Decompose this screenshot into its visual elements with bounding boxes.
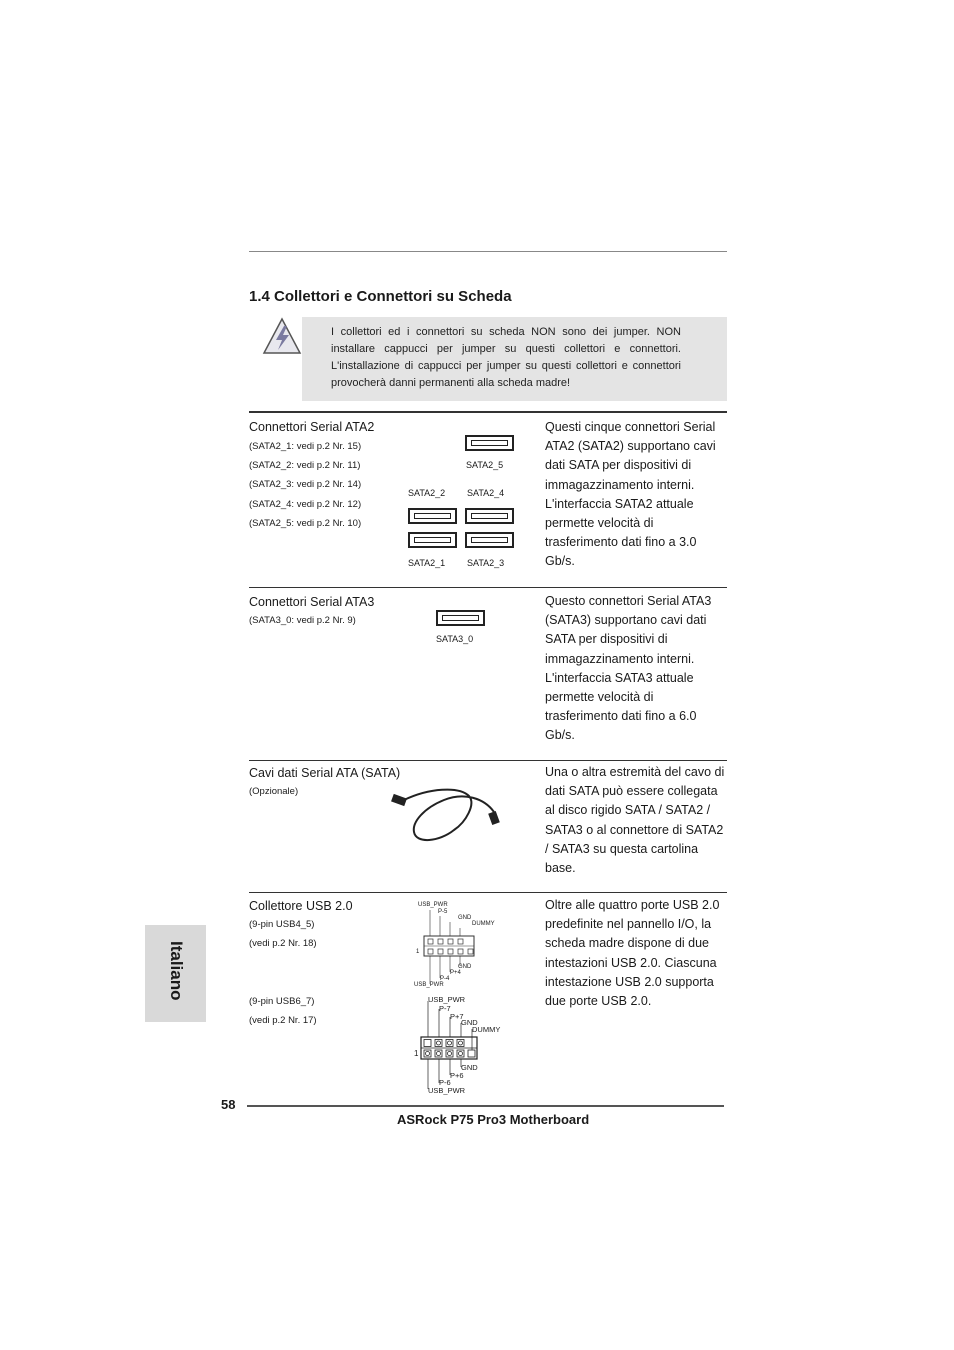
sata2-5-connector	[465, 435, 514, 451]
usb-a-pin-label: P+4	[450, 970, 461, 976]
sata2-5-label: SATA2_5	[466, 460, 504, 470]
sata2-2-connector	[408, 508, 457, 524]
usb6-7-header-diagram	[414, 995, 504, 1097]
usb-b-pin-label: DUMMY	[472, 1025, 501, 1034]
cable-title: Cavi dati Serial ATA (SATA)	[249, 766, 401, 780]
sata3-0-label: SATA3_0	[436, 634, 474, 644]
cable-description: Una o altra estremità del cavo di dati SATA può essere collegata al disco rigido SATA / SATA2 / SATA3 o al connettore di SATA2 / SATA3 su questa cartolina base.	[545, 765, 725, 876]
usb-title: Collettore USB 2.0	[249, 899, 353, 913]
usb-a-pin-label: P-4	[440, 976, 450, 982]
sata2-ref: (SATA2_2: vedi p.2 Nr. 11)	[249, 460, 361, 472]
sata2-3-connector	[465, 532, 514, 548]
usb-ref: (9-pin USB4_5)	[249, 919, 315, 930]
usb-b-pin-label: GND	[461, 1018, 478, 1027]
sata2-title: Connettori Serial ATA2	[249, 420, 375, 434]
sata2-description: Questi cinque connettori Serial ATA2 (SATA2) supportano cavi dati SATA per dispositivi di immagazzinamento interni. L'interfaccia SATA2 attuale permette velocità di trasferimento dati fino a 3.0 Gb/s.	[545, 420, 716, 569]
usb-a-pin-label: DUMMY	[472, 921, 495, 927]
sata2-ref: (SATA2_3: vedi p.2 Nr. 14)	[249, 479, 362, 491]
usb-description: Oltre alle quattro porte USB 2.0 predefinite nel pannello I/O, la scheda madre dispone di due intestazioni USB 2.0. Ciascuna intestazione USB 2.0 supporta due porte USB 2.0.	[545, 898, 720, 1009]
usb-b-pin-label: P+7	[450, 1012, 464, 1021]
usb-b-pin-label: GND	[461, 1063, 478, 1072]
sata2-refs	[249, 437, 361, 533]
usb-refs-b	[249, 992, 317, 1030]
divider	[249, 587, 727, 588]
sata2-1-label: SATA2_1	[408, 558, 446, 568]
footer-rule	[247, 1105, 724, 1107]
usb-b-pin-label: USB_PWR	[428, 1086, 466, 1095]
usb-a-pin1-label: 1	[416, 949, 420, 955]
usb-a-pin-label: USB_PWR	[414, 982, 444, 988]
warning-note: I collettori ed i connettori su scheda NON sono dei jumper. NON installare cappucci per jumper su questi collettori e connettori. L'installazione di cappucci per jumper su questi collettori e connettori provocherà danni permanenti alla scheda madre!	[331, 326, 681, 389]
divider	[249, 411, 727, 413]
usb-b-pin1-label: 1	[414, 1049, 419, 1058]
divider	[249, 760, 727, 761]
language-tab-label: Italiano	[167, 941, 186, 1001]
usb-b-pin-label: P-7	[439, 1004, 451, 1013]
sata2-4-label: SATA2_4	[467, 488, 505, 498]
usb4-5-header-diagram	[412, 902, 508, 994]
sata2-ref: (SATA2_1: vedi p.2 Nr. 15)	[249, 441, 362, 452]
warning-icon	[262, 316, 302, 356]
usb-b-pin-label: USB_PWR	[428, 995, 466, 1004]
usb-a-pin-label: GND	[458, 915, 472, 921]
sata2-1-connector	[408, 532, 457, 548]
usb-b-pin-label: P-6	[439, 1078, 451, 1087]
usb-ref: (vedi p.2 Nr. 18)	[249, 938, 317, 950]
sata2-2-label: SATA2_2	[408, 488, 446, 498]
sata3-0-connector	[436, 610, 485, 626]
sata-cable-image	[384, 786, 510, 848]
usb-b-pin-label: P+6	[450, 1071, 464, 1080]
sata2-3-label: SATA2_3	[467, 558, 505, 568]
cable-ref: (Opzionale)	[249, 786, 299, 797]
usb-ref: (vedi p.2 Nr. 17)	[249, 1015, 317, 1027]
top-rule	[249, 251, 727, 252]
usb-a-pin-label: GND	[458, 964, 472, 970]
usb-a-pin-label: USB_PWR	[418, 902, 448, 908]
sata2-ref: (SATA2_5: vedi p.2 Nr. 10)	[249, 517, 362, 529]
sata2-ref: (SATA2_4: vedi p.2 Nr. 12)	[249, 498, 362, 510]
footer-title: ASRock P75 Pro3 Motherboard	[397, 1112, 590, 1127]
sata3-title: Connettori Serial ATA3	[249, 595, 375, 609]
sata3-ref: (SATA3_0: vedi p.2 Nr. 9)	[249, 615, 356, 626]
usb-refs-a	[249, 915, 317, 953]
page-number: 58	[221, 1097, 236, 1112]
usb-a-pin-label: P-5	[438, 909, 448, 915]
section-title: 1.4 Collettori e Connettori su Scheda	[249, 288, 512, 305]
sata3-description: Questo connettori Serial ATA3 (SATA3) supportano cavi dati SATA per dispositivi di immagazzinamento interni. L'interfaccia SATA3 attuale permette velocità di trasferimento dati fino a 6.0 Gb/s.	[545, 594, 712, 743]
sata2-4-connector	[465, 508, 514, 524]
divider	[249, 892, 727, 893]
usb-ref: (9-pin USB6_7)	[249, 996, 315, 1007]
